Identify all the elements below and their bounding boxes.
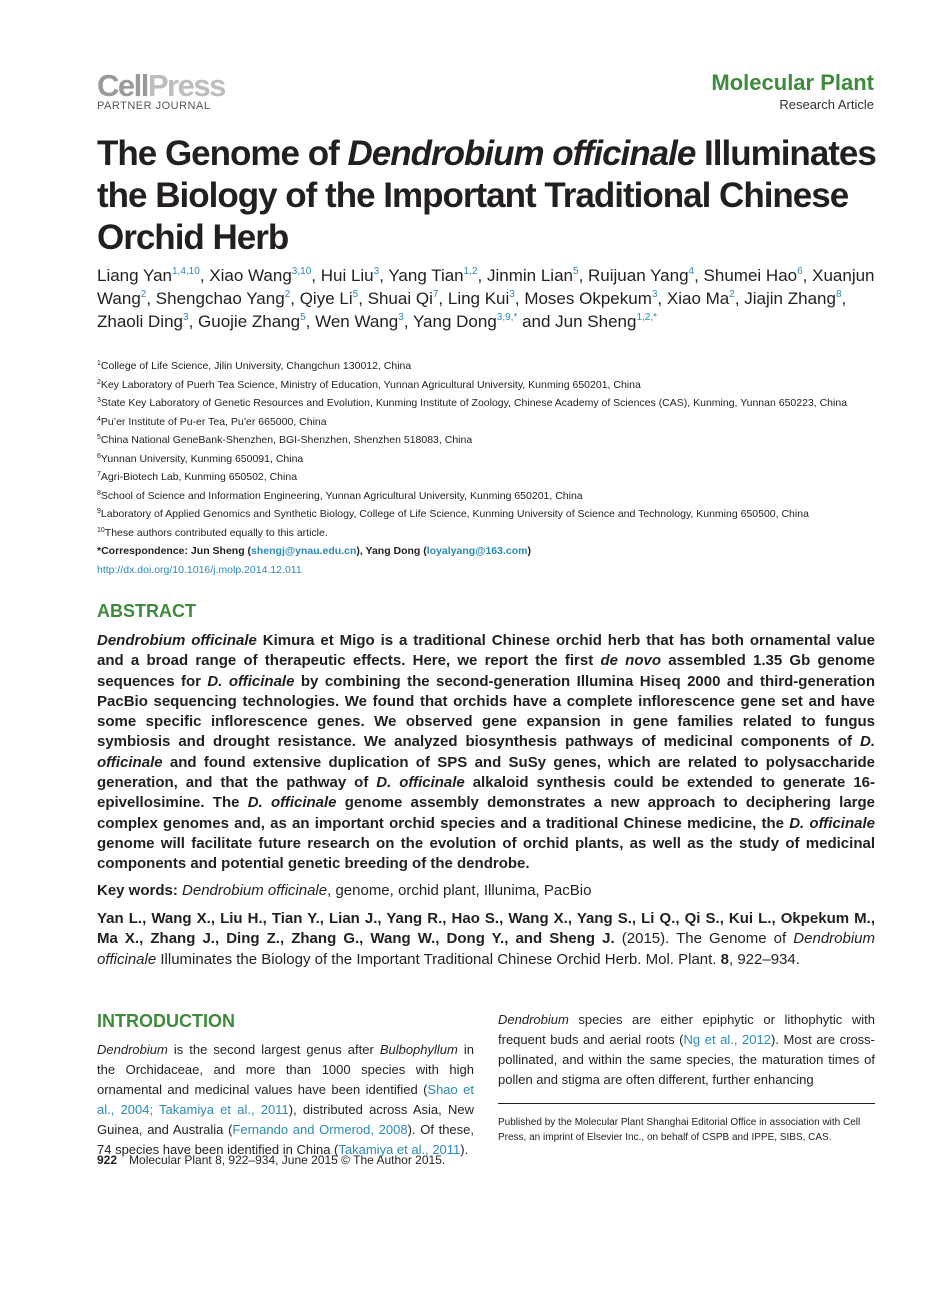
abstract-text: [97, 631, 875, 875]
affiliation-number: 9: [97, 508, 101, 515]
citation: [97, 909, 875, 970]
author-affil-marker: 7: [432, 289, 439, 300]
author-name: Ruijuan Yang: [588, 266, 689, 285]
author-name: Xiao Ma: [666, 289, 730, 308]
abstract-segment: genome assembly demonstrates a new approach to deciphering large complex genomes and, as an important orchid species and a traditional Chinese medicine, the: [97, 794, 876, 832]
title-part1: The Genome of: [97, 134, 348, 173]
affiliation-number: 6: [97, 452, 101, 460]
author-name: Yang Tian: [388, 266, 464, 285]
journal-name: Molecular Plant: [711, 70, 874, 95]
reference-link[interactable]: Ng et al., 2012: [683, 1032, 771, 1047]
author-affil-marker: 2: [729, 289, 735, 300]
author-name: Ling Kui: [447, 289, 510, 308]
divider: [498, 1103, 875, 1104]
intro-text: ), distributed across Asia, New Guinea, and Australia (: [97, 1102, 474, 1137]
author-name: Hui Liu: [320, 266, 374, 285]
abstract-segment: Kimura et Migo is a traditional Chinese orchid herb that has both ornamental value and a broad range of therapeutic effects. Here, we report the first: [97, 632, 875, 670]
author-affil-marker: 8: [835, 289, 842, 300]
author-affil-marker: 5: [300, 312, 306, 323]
intro-column-2: [498, 1010, 875, 1090]
affiliation-number: 10: [97, 526, 105, 534]
citation-pages: , 922–934.: [729, 950, 800, 968]
intro-italic: Dendrobium: [498, 1012, 569, 1027]
introduction-heading: INTRODUCTION: [97, 1011, 235, 1031]
affiliation-item: [97, 357, 887, 376]
intro-italic: Bulbophyllum: [379, 1042, 458, 1057]
author-name: Shengchao Yang: [155, 289, 285, 308]
abstract-italic: D. officinale: [247, 794, 337, 812]
citation-volume: 8: [720, 950, 729, 968]
abstract-segment: by combining the second-generation Illumina Hiseq 2000 and third-generation PacBio sequencing technologies. We found that orchids have a complete inflorescence gene set and have some specific inflorescence genes. We observed gene expansion in gene families related to fungus symbiosis and drought resistance. We analyzed biosynthesis pathways of medicinal components of: [97, 672, 875, 751]
correspondence-mid: ), Yang Dong (: [356, 545, 427, 557]
affiliation-text: College of Life Science, Jilin University, Changchun 130012, China: [100, 360, 412, 372]
affiliation-text: Yunnan University, Kunming 650091, China: [100, 452, 304, 465]
affiliation-number: 8: [97, 489, 101, 497]
affiliation-item: [97, 505, 887, 524]
page-footer: [97, 1153, 445, 1167]
intro-column-1: [97, 1040, 474, 1160]
author-affil-marker: 2: [140, 289, 147, 300]
author-affil-marker: 3: [398, 312, 404, 323]
affiliation-item: [97, 487, 887, 506]
affiliation-item: [97, 413, 887, 432]
affiliation-text: Key Laboratory of Puerh Tea Science, Ministry of Education, Yunnan Agricultural University, Kunming 650201, China: [100, 378, 641, 391]
logo-subtitle: PARTNER JOURNAL: [97, 100, 211, 112]
keyword-species: Dendrobium officinale: [182, 882, 328, 899]
author-name: Guojie Zhang: [198, 312, 301, 331]
doi-link[interactable]: http://dx.doi.org/10.1016/j.molp.2014.12.011: [97, 563, 302, 576]
author-name: Jun Sheng: [555, 312, 637, 331]
abstract-heading: ABSTRACT: [97, 601, 196, 621]
affiliation-text: School of Science and Information Engineering, Yunnan Agricultural University, Kunming 650201, China: [100, 489, 583, 502]
keywords-label: Key words:: [97, 882, 178, 899]
abstract-segment: assembled 1.35 Gb genome sequences for: [97, 652, 875, 690]
author-affil-marker: 3,10: [291, 266, 312, 277]
citation-species: Dendrobium officinale: [97, 930, 876, 968]
author-affil-marker: 1,2: [463, 266, 478, 277]
author-name: Jiajin Zhang: [744, 289, 836, 308]
logo-brand-press: Press: [147, 68, 225, 103]
keywords-rest: , genome, orchid plant, Illunima, PacBio: [327, 882, 592, 899]
affiliation-text: Pu’er Institute of Pu-er Tea, Pu’er 665000, China: [100, 415, 327, 428]
author-name: Zhaoli Ding: [97, 312, 183, 331]
abstract-italic: de novo: [600, 652, 662, 670]
author-name: Shumei Hao: [703, 266, 798, 285]
reference-link[interactable]: Takamiya et al., 2011: [338, 1142, 461, 1157]
author-affil-marker: 3: [651, 289, 658, 300]
affiliation-text: Agri-Biotech Lab, Kunming 650502, China: [100, 471, 298, 483]
email-link-dong[interactable]: loyalyang@163.com: [426, 545, 528, 557]
author-name: Yang Dong: [412, 312, 497, 331]
author-affil-marker: 3,9,*: [496, 312, 518, 323]
affiliation-text: China National GeneBank-Shenzhen, BGI-Shenzhen, Shenzhen 518083, China: [100, 434, 473, 446]
affiliation-text: State Key Laboratory of Genetic Resources and Evolution, Kunming Institute of Zoology, Chinese Academy of Sciences (CAS), Kunming, Yunnan 650223, China: [100, 397, 848, 409]
intro-text: species are either epiphytic or lithophytic with frequent buds and aerial roots (: [498, 1012, 875, 1047]
intro-text: ).: [460, 1142, 469, 1157]
abstract-segment: and found extensive duplication of SPS and SuSy genes, which are related to polysaccharide generation, and that the pathway of: [97, 753, 875, 792]
citation-title: Illuminates the Biology of the Important Traditional Chinese Orchid Herb. Mol. Plant.: [156, 950, 721, 968]
affiliation-number: 1: [97, 360, 101, 367]
intro-text: ). Most are cross-pollinated, and within the same species, the maturation times of pollen and stigma are often different, further enhancing: [498, 1032, 876, 1087]
correspondence-end: ): [527, 545, 531, 557]
affiliation-number: 4: [97, 415, 101, 423]
author-affil-marker: 3: [373, 266, 380, 277]
author-name: Qiye Li: [299, 289, 353, 308]
publisher-note: Published by the Molecular Plant Shanghai Editorial Office in association with Cell Press, an imprint of Elsevier Inc., on behalf of CSPB and IPPE, SIBS, CAS.: [498, 1117, 861, 1143]
email-link-sheng[interactable]: shengj@ynau.edu.cn: [251, 545, 357, 557]
correspondence-label: *Correspondence: Jun Sheng (: [97, 545, 252, 557]
author-name: Liang Yan: [97, 266, 172, 285]
author-name: Xuanjun Wang: [97, 266, 875, 308]
citation-year: (2015). The Genome of: [614, 930, 794, 948]
affiliation-item: [97, 394, 887, 413]
reference-link[interactable]: Shao et al., 2004; Takamiya et al., 2011: [97, 1082, 474, 1117]
affiliation-text: Laboratory of Applied Genomics and Synthetic Biology, College of Life Science, Kunming University of Science and Technology, Kunming 650500, China: [100, 508, 809, 520]
author-affil-marker: 1,2,*: [636, 312, 658, 323]
intro-italic: Dendrobium: [97, 1042, 168, 1057]
author-name: Jinmin Lian: [487, 266, 573, 285]
affiliation-item: [97, 376, 887, 395]
abstract-italic: D. officinale: [789, 814, 875, 832]
abstract-italic: D. officinale: [376, 774, 465, 792]
author-affil-marker: 4: [688, 266, 695, 277]
footer-text: Molecular Plant 8, 922–934, June 2015 © The Author 2015.: [129, 1153, 446, 1167]
affiliation-number: 2: [97, 378, 101, 386]
author-list: Liang Yan$^{1,4,10}$, Xiao Wang$^{3,10}$, Hui Liu$^3$, Yang Tian$^{1,2}$, Jinmin Lian$^5$, Ruijuan Yang$^4$, Shumei Hao$^6$, Xuanjun Wang$^2$, Shengchao Yang$^2$, Qiye Li$^5$, Shuai Qi$^7$, Ling Kui$^3$, Moses Okpekum$^3$, Xiao Ma$^2$, Jiajin Zhang$^8$, Zhaoli Ding$^3$, Guojie Zhang$^5$, Wen Wang$^3$, Yang Dong$^{3,9,*}$ and Jun Sheng$^{1,2,*}$: [97, 266, 875, 331]
article-type: Research Article: [779, 97, 874, 112]
author-affil-marker: 3: [509, 289, 515, 300]
abstract-italic: Dendrobium officinale: [97, 632, 257, 649]
affiliation-item: [97, 468, 887, 487]
affiliation-item: [97, 450, 887, 469]
correspondence: [97, 542, 887, 561]
author-affil-marker: 5: [573, 266, 579, 277]
author-name: Moses Okpekum: [524, 289, 652, 308]
keywords: [97, 882, 591, 899]
author-affil-marker: 3: [183, 312, 189, 323]
affiliation-item: [97, 431, 887, 450]
author-affil-marker: 1,4,10: [172, 266, 200, 277]
abstract-italic: D. officinale: [97, 733, 875, 771]
affiliation-number: 5: [97, 434, 101, 441]
abstract-segment: genome will facilitate future research on the evolution of orchid plants, as well as the study of medicinal components and potential genetic breeding of the dendrobe.: [97, 834, 875, 873]
logo-brand: Cell: [97, 68, 148, 103]
affiliation-number: 7: [97, 471, 101, 478]
reference-link[interactable]: Fernando and Ormerod, 2008: [232, 1122, 408, 1137]
author-affil-marker: 6: [797, 266, 803, 277]
page-number: 922: [97, 1153, 118, 1167]
cellpress-logo: [97, 70, 225, 101]
title-part2: Illuminates the Biology of the Important Traditional Chinese Orchid Herb: [97, 134, 876, 257]
intro-text: is the second largest genus after: [167, 1042, 380, 1057]
intro-text: ). Of these, 74 species have been identified in China (: [97, 1122, 475, 1157]
author-name: Xiao Wang: [209, 266, 292, 285]
affiliation-number: 3: [97, 397, 101, 404]
author-affil-marker: 5: [352, 289, 359, 300]
title-species: Dendrobium officinale: [347, 134, 696, 173]
article-title: [97, 133, 887, 259]
author-name: Wen Wang: [315, 312, 399, 331]
affiliations: [97, 357, 887, 579]
abstract-italic: D. officinale: [207, 672, 295, 690]
affiliation-text: These authors contributed equally to this article.: [104, 526, 328, 539]
intro-text: in the Orchidaceae, and more than 1000 species with high ornamental and medicinal values have been identified (: [97, 1042, 474, 1097]
affiliation-item: [97, 524, 887, 543]
abstract-segment: alkaloid synthesis could be extended to generate 16-epivellosimine. The: [97, 774, 875, 812]
citation-authors: Yan L., Wang X., Liu H., Tian Y., Lian J., Yang R., Hao S., Wang X., Yang S., Li Q., Qi S., Kui L., Okpekum M., Ma X., Zhang J., Ding Z., Zhang G., Wang W., Dong Y., and Sheng J.: [97, 910, 875, 948]
author-name: Shuai Qi: [367, 289, 433, 308]
author-affil-marker: 2: [284, 289, 291, 300]
